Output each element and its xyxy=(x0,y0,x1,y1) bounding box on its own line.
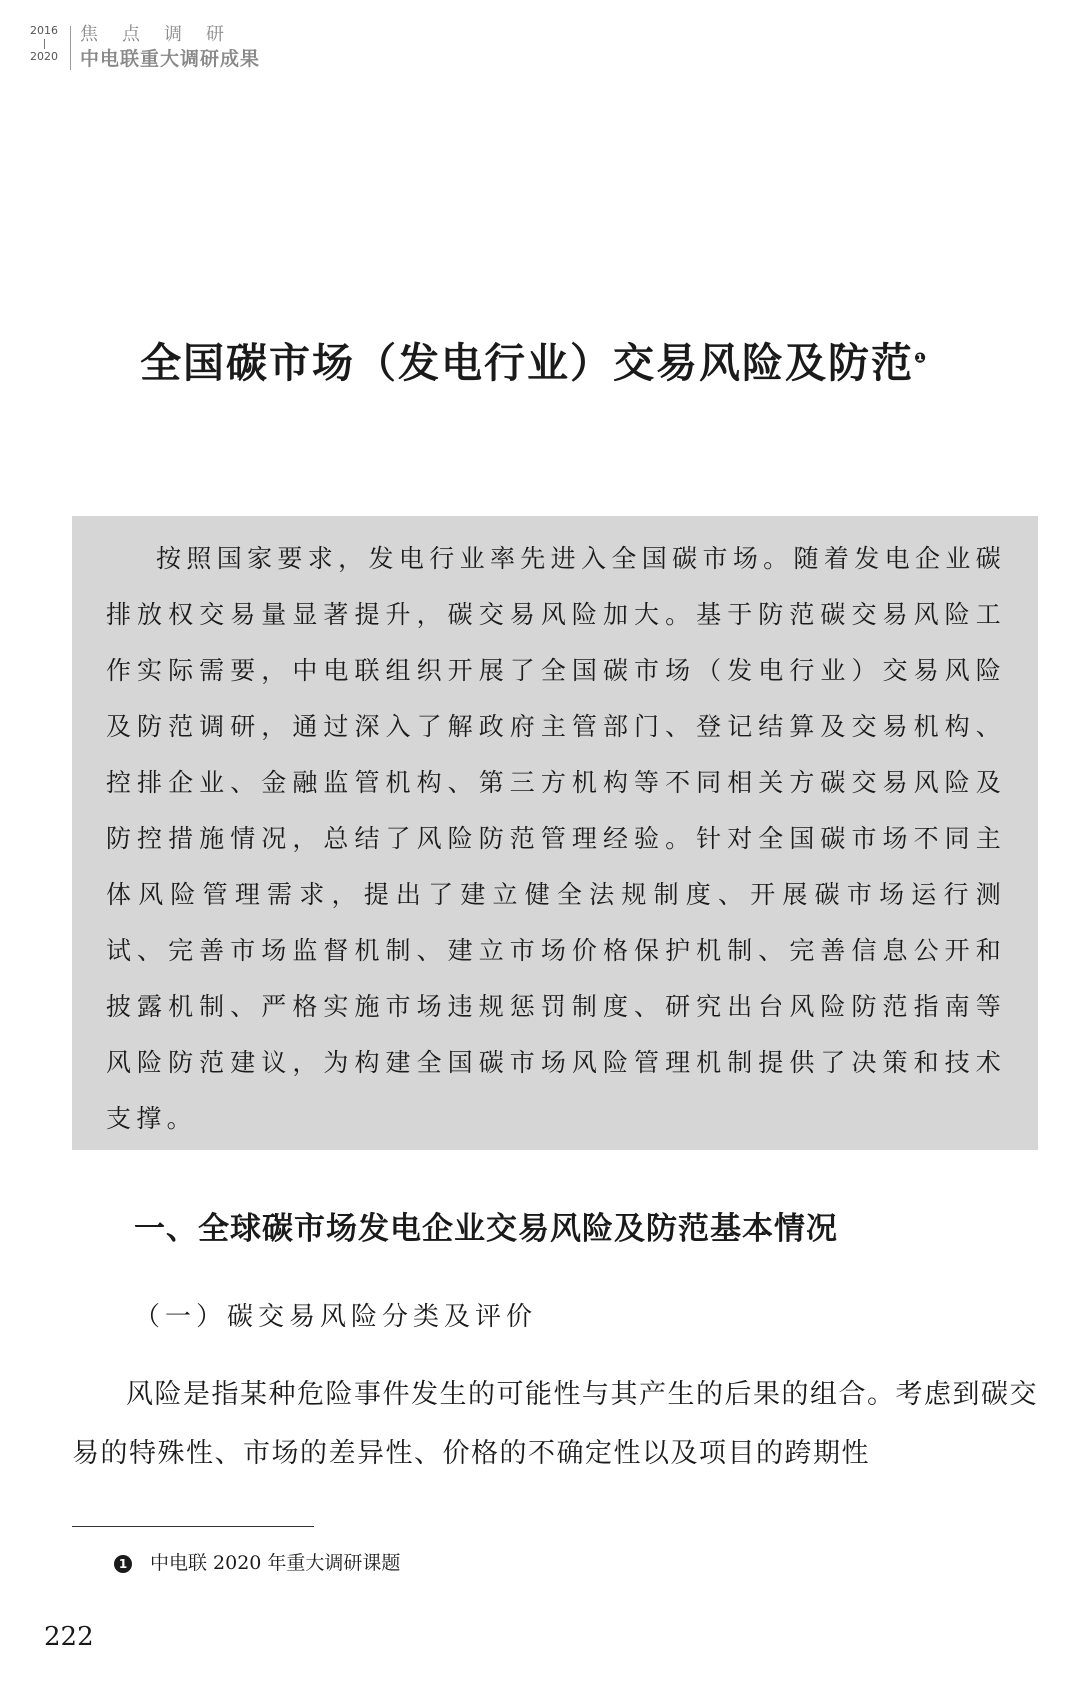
section-name: 焦点调研 xyxy=(80,24,248,45)
year-separator xyxy=(44,39,45,49)
year-end: 2020 xyxy=(30,50,58,63)
footnote xyxy=(114,1548,400,1575)
page-number: 222 xyxy=(44,1622,94,1652)
subsection-heading: （一）碳交易风险分类及评价 xyxy=(134,1302,538,1332)
footnote-text: 中电联 2020 年重大调研课题 xyxy=(150,1552,401,1574)
year-start: 2016 xyxy=(30,24,58,37)
footnote-divider xyxy=(72,1526,314,1527)
section-heading: 一、全球碳市场发电企业交易风险及防范基本情况 xyxy=(134,1211,838,1247)
abstract-text: 按照国家要求，发电行业率先进入全国碳市场。随着发电企业碳排放权交易量显著提升，碳交易风险加大。基于防范碳交易风险工作实际需要，中电联组织开展了全国碳市场（发电行业）交易风险及防范调研，通过深入了解政府主管部门、登记结算及交易机构、控排企业、金融监管机构、第三方机构等不同相关方碳交易风险及防控措施情况，总结了风险防范管理经验。针对全国碳市场不同主体风险管理需求，提出了建立健全法规制度、开展碳市场运行测试、完善市场监督机制、建立市场价格保护机制、完善信息公开和披露机制、严格实施市场违规惩罚制度、研究出台风险防范指南等风险防范建议，为构建全国碳市场风险管理机制提供了决策和技术支撑。 xyxy=(106,544,1006,1133)
article-title-text: 全国碳市场（发电行业）交易风险及防范 xyxy=(140,339,915,387)
book-title: 中电联重大调研成果 xyxy=(80,48,261,70)
header-text xyxy=(80,24,260,72)
article-title xyxy=(0,330,1068,389)
title-footnote-mark: ❶ xyxy=(914,350,928,367)
body-paragraph: 风险是指某种危险事件发生的可能性与其产生的后果的组合。考虑到碳交易的特殊性、市场的差异性、价格的不确定性以及项目的跨期性 xyxy=(72,1379,1038,1469)
header-divider xyxy=(70,26,71,70)
footnote-mark: 1 xyxy=(114,1555,132,1573)
year-range xyxy=(24,24,64,64)
abstract-box xyxy=(72,516,1038,1150)
